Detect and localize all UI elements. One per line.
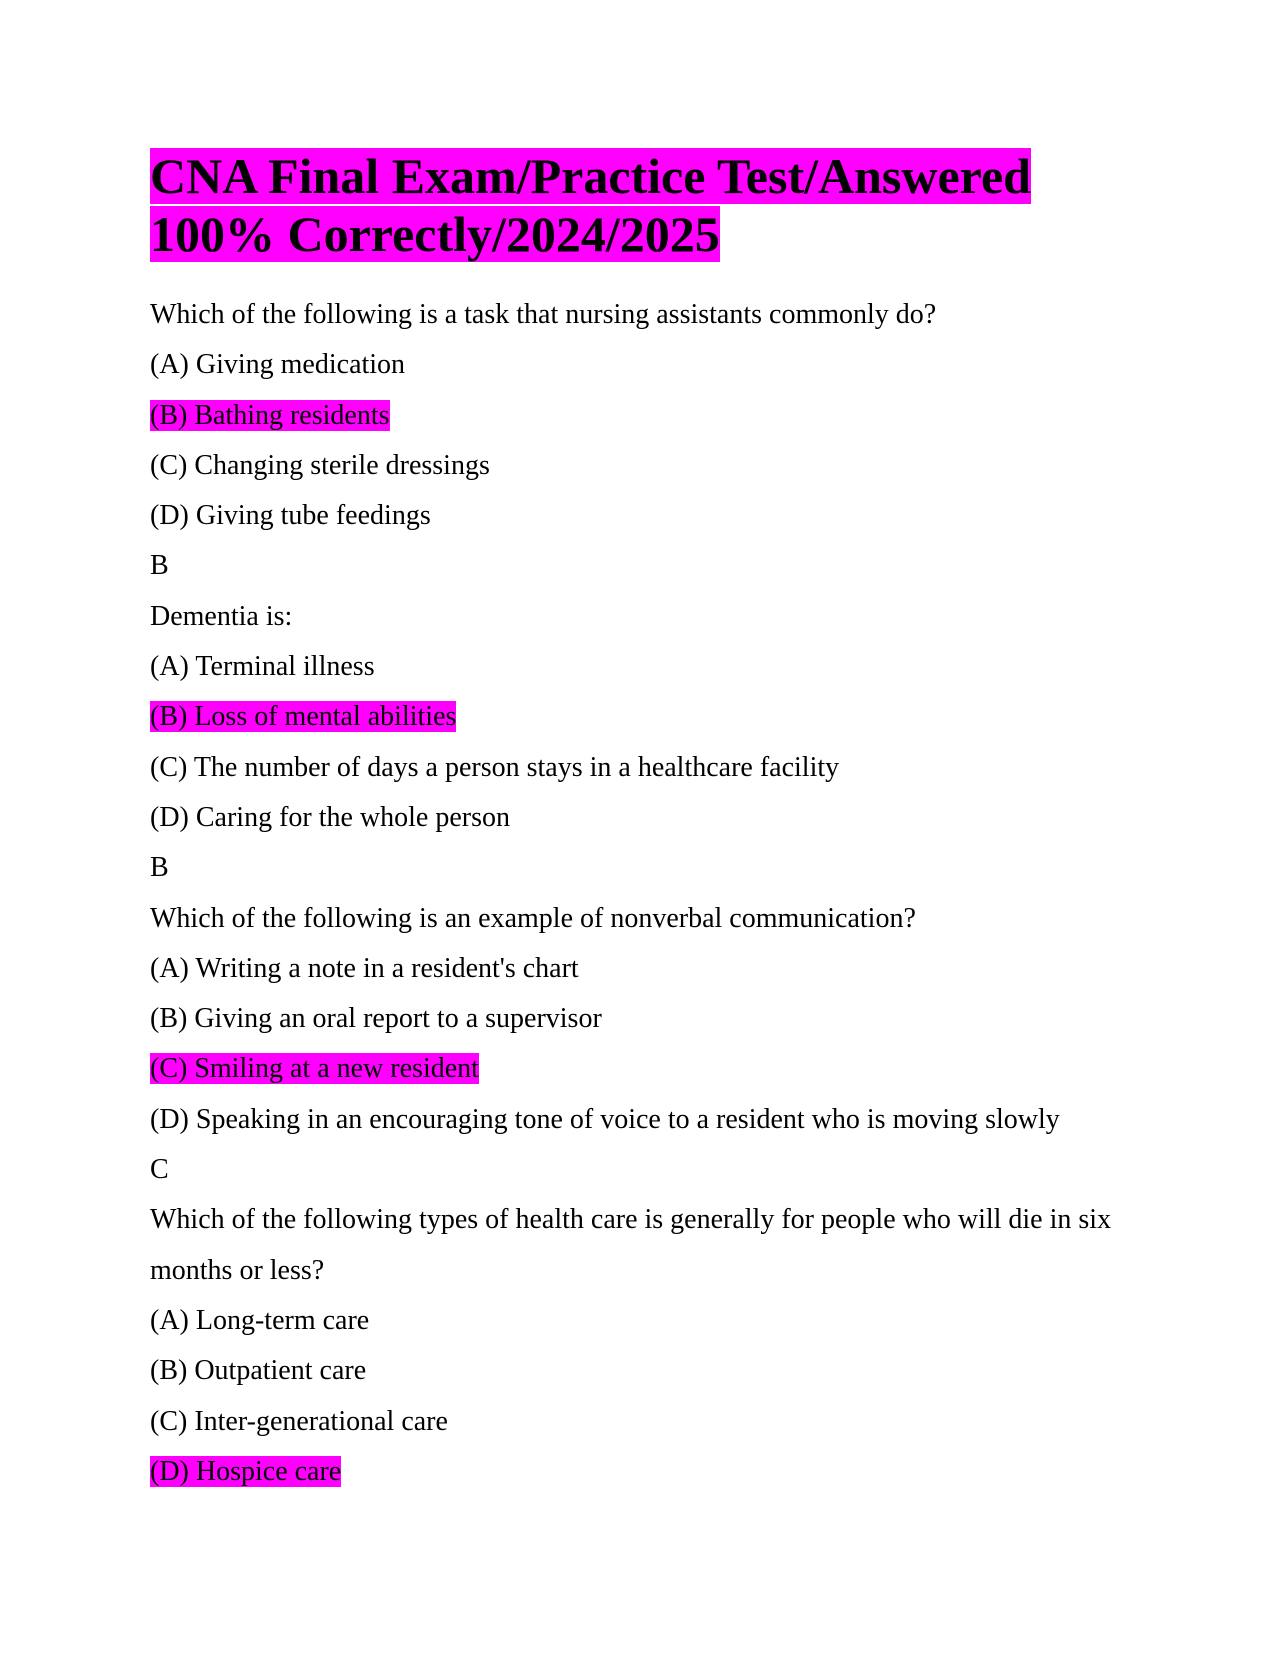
correct-answer: B bbox=[150, 550, 169, 582]
answer-option: (A) Long-term care bbox=[150, 1304, 370, 1336]
answer-option: (D) Caring for the whole person bbox=[150, 801, 511, 833]
question-block bbox=[150, 290, 1150, 592]
answer-option: (B) Outpatient care bbox=[150, 1355, 367, 1387]
answer-option-highlighted: (C) Smiling at a new resident bbox=[150, 1053, 479, 1085]
answer-option: (C) Changing sterile dressings bbox=[150, 449, 490, 481]
answer-option-highlighted: (D) Hospice care bbox=[150, 1455, 342, 1487]
answer-option: (D) Speaking in an encouraging tone of voice to a resident who is moving slowly bbox=[150, 1103, 1060, 1135]
document-title bbox=[150, 147, 1150, 263]
question-text: Dementia is: bbox=[150, 600, 293, 632]
answer-option: (C) The number of days a person stays in a healthcare facility bbox=[150, 751, 840, 783]
answer-option: (B) Giving an oral report to a supervisor bbox=[150, 1003, 602, 1035]
question-text: Which of the following is a task that nursing assistants commonly do? bbox=[150, 299, 937, 330]
correct-answer: C bbox=[150, 1154, 169, 1186]
answer-option-highlighted: (B) Bathing residents bbox=[150, 399, 390, 431]
answer-option: (A) Writing a note in a resident's chart bbox=[150, 952, 579, 984]
question-list bbox=[150, 290, 1150, 1497]
question-text: Which of the following types of health care is generally for people who will die in six months or less? bbox=[150, 1204, 1112, 1286]
answer-option-highlighted: (B) Loss of mental abilities bbox=[150, 701, 457, 733]
answer-option: (A) Giving medication bbox=[150, 349, 406, 381]
title-highlight: CNA Final Exam/Practice Test/Answered 100% Correctly/2024/2025 bbox=[150, 148, 1031, 262]
question-block bbox=[150, 894, 1150, 1196]
question-text: Which of the following is an example of nonverbal communication? bbox=[150, 902, 916, 934]
answer-option: (C) Inter-generational care bbox=[150, 1405, 448, 1437]
question-block bbox=[150, 1195, 1150, 1497]
answer-option: (D) Giving tube feedings bbox=[150, 500, 431, 532]
correct-answer: B bbox=[150, 852, 169, 884]
document-page bbox=[150, 147, 1150, 1497]
question-block bbox=[150, 592, 1150, 894]
answer-option: (A) Terminal illness bbox=[150, 651, 375, 683]
